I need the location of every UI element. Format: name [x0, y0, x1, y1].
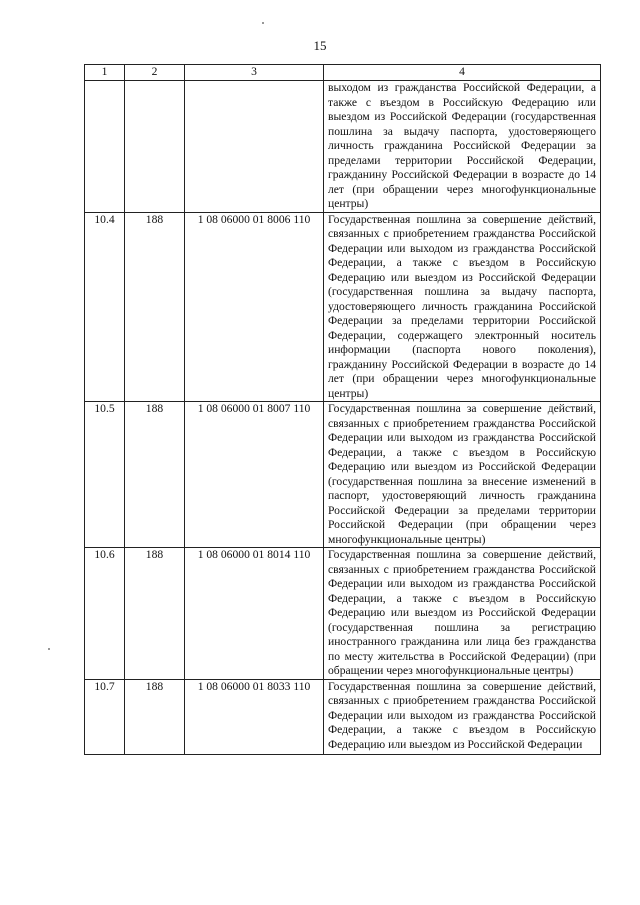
column-number-3: 3: [185, 65, 324, 81]
row-number: 10.6: [85, 548, 125, 680]
empty-cell: [125, 81, 185, 213]
row-description: Государственная пошлина за совершение действий, связанных с приобретением гражданства Российской Федерации или выходом из гражданства Российской Федерации, а также с въездом в Российскую Федерацию или выездом из Российской Федерации (государственная пошлина за внесение изменений в паспорт, удостоверяющий личность гражданина Российской Федерации за пределами территории Российской Федерации (при обращении через многофункциональные центры): [324, 402, 601, 548]
admin-code: 188: [125, 679, 185, 754]
revenue-codes-table: [84, 64, 601, 755]
scan-speck: [48, 648, 50, 650]
table-row: [85, 548, 601, 680]
table-row-continuation: [85, 81, 601, 213]
row-description: Государственная пошлина за совершение действий, связанных с приобретением гражданства Российской Федерации или выходом из гражданства Российской Федерации, а также с въездом в Российскую Федерацию или выездом из Российской Федерации: [328, 679, 596, 751]
row-description: выходом из гражданства Российской Федерации, а также с въездом в Российскую Федерацию или выездом из Российской Федерации (государственная пошлина за выдачу паспорта, удостоверяющего личность гражданина Российской Федерации за пределами территории Российской Федерации, гражданину Российской Федерации в возрасте до 14 лет (при обращении через многофункциональные центры): [324, 81, 601, 213]
column-number-1: 1: [85, 65, 125, 81]
page-number: 15: [313, 38, 327, 53]
column-number-2: 2: [125, 65, 185, 81]
scan-speck: [262, 22, 264, 24]
budget-classification-code: 1 08 06000 01 8007 110: [185, 402, 324, 548]
table-row: [85, 679, 601, 754]
admin-code: 188: [125, 548, 185, 680]
row-description-cell: [324, 679, 601, 754]
budget-classification-code: 1 08 06000 01 8033 110: [185, 679, 324, 754]
table-row: [85, 402, 601, 548]
budget-classification-code: 1 08 06000 01 8006 110: [185, 212, 324, 402]
row-number: 10.7: [85, 679, 125, 754]
empty-cell: [85, 81, 125, 213]
empty-cell: [185, 81, 324, 213]
row-description: Государственная пошлина за совершение действий, связанных с приобретением гражданства Российской Федерации или выходом из гражданства Российской Федерации, а также с въездом в Российскую Федерацию или выездом из Российской Федерации (государственная пошлина за регистрацию иностранного гражданина или лица без гражданства по месту жительства в Российской Федерации) (при обращении через многофункциональные центры): [324, 548, 601, 680]
table-row: [85, 212, 601, 402]
budget-classification-code: 1 08 06000 01 8014 110: [185, 548, 324, 680]
row-number: 10.5: [85, 402, 125, 548]
column-number-row: [85, 65, 601, 81]
column-number-4: 4: [324, 65, 601, 81]
admin-code: 188: [125, 212, 185, 402]
admin-code: 188: [125, 402, 185, 548]
row-number: 10.4: [85, 212, 125, 402]
row-description: Государственная пошлина за совершение действий, связанных с приобретением гражданства Российской Федерации или выходом из гражданства Российской Федерации, а также с въездом в Российскую Федерацию или выездом из Российской Федерации (государственная пошлина за выдачу паспорта, удостоверяющего личность гражданина Российской Федерации за пределами территории Российской Федерации, содержащего электронный носитель информации (паспорта нового поколения), гражданину Российской Федерации в возрасте до 14 лет (при обращении через многофункциональные центры): [324, 212, 601, 402]
